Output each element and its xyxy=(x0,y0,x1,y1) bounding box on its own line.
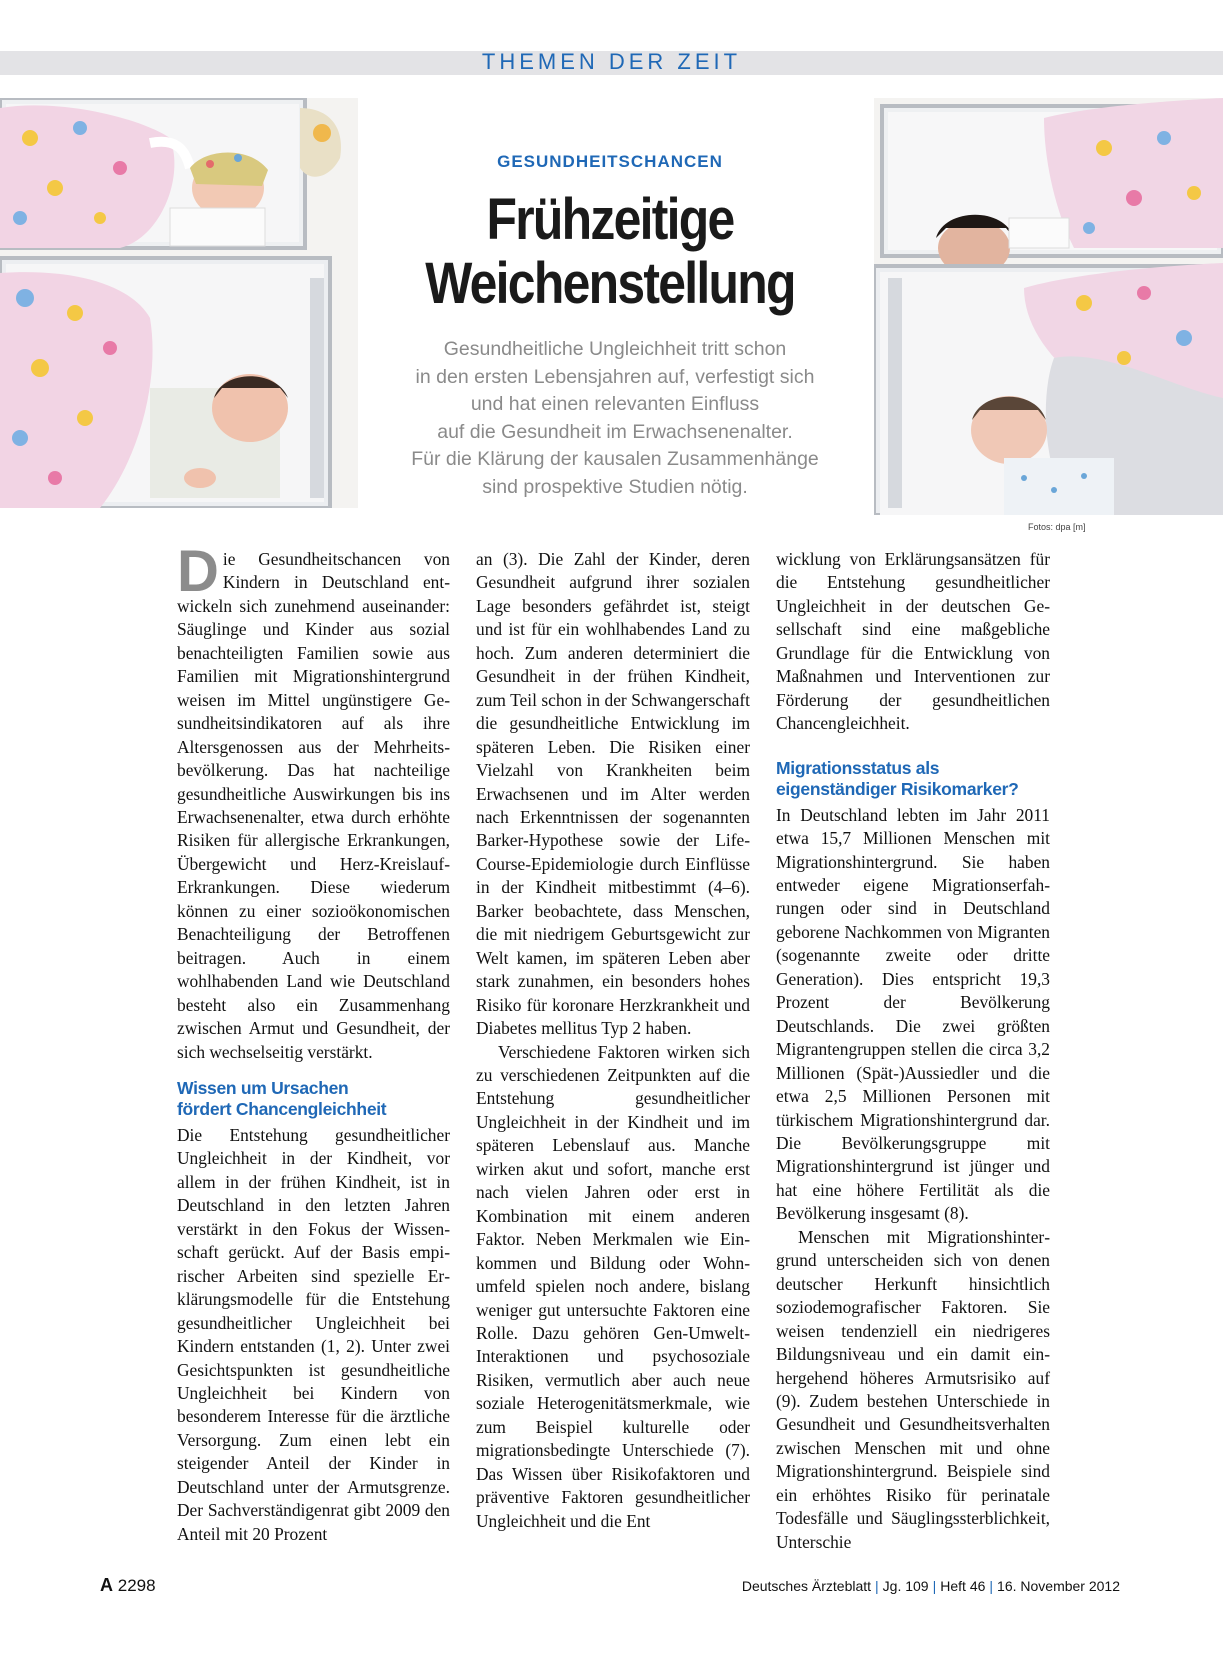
journal-date: 16. November 2012 xyxy=(997,1578,1120,1594)
subheading xyxy=(776,758,1050,801)
article-title-line2: Weichenstellung xyxy=(425,251,795,316)
journal-volume: Jg. 109 xyxy=(882,1578,929,1594)
body-paragraph: Menschen mit Migrationshintergrund unterscheiden sich von denen deutscher Herkunft hinsichtlich soziodemografischer Faktoren. Sie weisen tendenziell ein niedrigeres Bildungsniveau und ein damit einhergehend höheres Armutsrisiko auf (9). Zudem bestehen Unterschiede in Gesundheit und Gesundheitsverhalten zwischen Menschen mit und ohne Migrationshintergrund. Beispiele sind ein erhöhtes Risiko für perinatale Todesfälle und Säuglingssterblichkeit, Unterschie xyxy=(776,1226,1050,1552)
journal-footer xyxy=(742,1578,1120,1594)
body-column-3 xyxy=(776,548,1050,1554)
drop-cap: D xyxy=(177,539,219,604)
page-number xyxy=(100,1575,156,1596)
journal-name: Deutsches Ärzteblatt xyxy=(741,1578,872,1594)
page-number-value: 2298 xyxy=(117,1576,156,1595)
footer-separator: | xyxy=(989,1578,994,1594)
photo-newborns-right xyxy=(874,98,1223,515)
footer-separator: | xyxy=(932,1578,937,1594)
paragraph-text: ie Gesundheitschancen von Kindern in Deutschland entwickeln sich zunehmend auseinander: Säuglinge und Kinder aus sozial benachteiligten Familien sowie aus Familien mit Migrationshintergrund weisen im Mittel ungünstigere Gesundheitsindikatoren auf als ihre Altersgenossen aus der Mehrheitsbevölkerung. Das hat nachteilige gesundheitliche Auswirkungen bis ins Erwachsenenalter, etwa durch erhöhte Risiken für allergische Erkrankungen, Übergewicht und Herz-Kreislauf-Erkrankungen. Diese wiederum können zu einer sozioökonomischen Benachteiligung der Betroffenen beitragen. Auch in einem wohlhabenden Land wie Deutschland besteht also ein Zusammenhang zwischen Armut und Gesundheit, der sich wechselseitig verstärkt. xyxy=(177,549,450,1062)
lead-line: Gesundheitliche Ungleichheit tritt schon xyxy=(443,338,787,360)
article-title xyxy=(395,188,825,316)
lead-line: auf die Gesundheit im Erwachsenenalter. xyxy=(437,420,793,443)
subheading-line: Migrationsstatus als xyxy=(776,757,940,778)
article-kicker: GESUNDHEITSCHANCEN xyxy=(497,152,723,171)
body-paragraph: wicklung von Erklärungsansätzen für die Entstehung gesundheitlicher Ungleichheit in der deutschen Gesellschaft sind eine maßgebliche Grundlage für die Entwicklung von Maßnahmen und Interventionen zur Förderung der gesundheitlichen Chancengleichheit. xyxy=(776,549,1050,734)
body-column-1 xyxy=(177,539,450,1546)
subheading-line: eigenständiger Risikomarker? xyxy=(776,779,1019,800)
body-paragraph xyxy=(177,539,450,1064)
body-paragraph: Verschiedene Faktoren wirken sich zu verschiedenen Zeitpunkten auf die Entstehung gesundheitlicher Ungleichheit in der Kindheit und im späteren Lebenslauf aus. Manche wirken akut und sofort, manche erst nach vielen Jahren oder erst in Kombination mit einem anderen Faktor. Neben Merkmalen wie Einkommen und Bildung oder Wohnumfeld spielen noch andere, bislang weniger gut untersuchte Faktoren eine Rolle. Dazu gehören Gen-Umwelt-Interaktionen und psychosoziale Risiken, vermutlich aber auch neue soziale Heterogenitätsmerkmale, wie zum Beispiel kulturelle oder migrationsbedingte Unterschiede (7). Das Wissen über Risikofaktoren und präventive Faktoren gesundheitlicher Ungleichheit und die Ent xyxy=(476,1041,750,1531)
body-paragraph: an (3). Die Zahl der Kinder, deren Gesundheit aufgrund ihrer sozialen Lage besonders gefährdet ist, steigt und ist für ein wohlhabendes Land zu hoch. Zum anderen determiniert die Gesundheit in der frühen Kindheit, zum Teil schon in der Schwangerschaft die gesundheitliche Entwicklung im späteren Leben. Die Risiken einer Vielzahl von Krankheiten beim Erwachsenen und im Alter werden nach Erkenntnissen der sogenannten Barker-Hypothese sowie der Life-Course-Epidemiologie durch Einflüsse in der Kindheit mitbestimmt (4–6). Barker beobachtete, dass Menschen, die mit niedrigem Geburtsgewicht zur Welt kamen, im späteren Leben aber stark zunahmen, ein besonders hohes Risiko für koronare Herzkrankheit und Diabetes mellitus Typ 2 haben. xyxy=(476,549,750,1039)
lead-line: Für die Klärung der kausalen Zusammenhänge xyxy=(411,448,819,471)
journal-issue: Heft 46 xyxy=(940,1578,986,1594)
lead-line: und hat einen relevanten Einfluss xyxy=(470,393,760,416)
body-paragraph: Die Entstehung gesundheitlicher Ungleichheit in der Kindheit, vor allem in der frühen Kindheit, ist in Deutschland in den letzten Jahren verstärkt in den Fokus der Wissenschaft gerückt. Auf der Basis empirischer Arbeiten sind spezielle Erklärungsmodelle für die Entstehung gesundheitlicher Ungleichheit bei Kindern entstanden (1, 2). Unter zwei Gesichtspunkten ist gesundheitliche Ungleichheit bei Kindern von besonderem Interesse für die ärztliche Versorgung. Zum einen lebt ein steigender Anteil der Kinder in Deutschland unter der Armutsgrenze. Der Sachverständigenrat gibt 2009 den Anteil mit 20 Prozent xyxy=(177,1124,450,1544)
subheading-line: fördert Chancengleichheit xyxy=(177,1099,387,1120)
lead-line: in den ersten Lebensjahren auf, verfestigt sich xyxy=(415,365,815,388)
page-prefix: A xyxy=(100,1575,113,1595)
body-column-2 xyxy=(476,548,750,1533)
body-paragraph: In Deutschland lebten im Jahr 2011 etwa 15,7 Millionen Menschen mit Migrationshintergrund. Sie haben entweder eigene Migrationserfahrungen oder sind in Deutschland geborene Nachkommen von Migranten (sogenannte zweite oder dritte Generation). Dies entspricht 19,3 Prozent der Bevölkerung Deutschlands. Die zwei größten Migrantengruppen stellen die circa 3,2 Millionen (Spät-)Aussiedler und die etwa 2,5 Millionen Personen mit türkischem Migrationshintergrund dar. Die Bevölkerungsgruppe mit Migrationshintergrund ist jünger und hat eine höhere Fertilität als die Bevölkerung insgesamt (8). xyxy=(776,804,1050,1224)
photo-credit: Fotos: dpa [m] xyxy=(1028,522,1086,532)
subheading xyxy=(177,1078,450,1121)
footer-separator: | xyxy=(875,1578,879,1594)
article-lead xyxy=(360,336,870,502)
section-label: THEMEN DER ZEIT xyxy=(481,49,742,74)
article-title-line1: Frühzeitige xyxy=(486,187,734,252)
lead-line: sind prospektive Studien nötig. xyxy=(482,475,748,498)
photo-newborns-left xyxy=(0,98,358,508)
subheading-line: Wissen um Ursachen xyxy=(177,1077,349,1098)
